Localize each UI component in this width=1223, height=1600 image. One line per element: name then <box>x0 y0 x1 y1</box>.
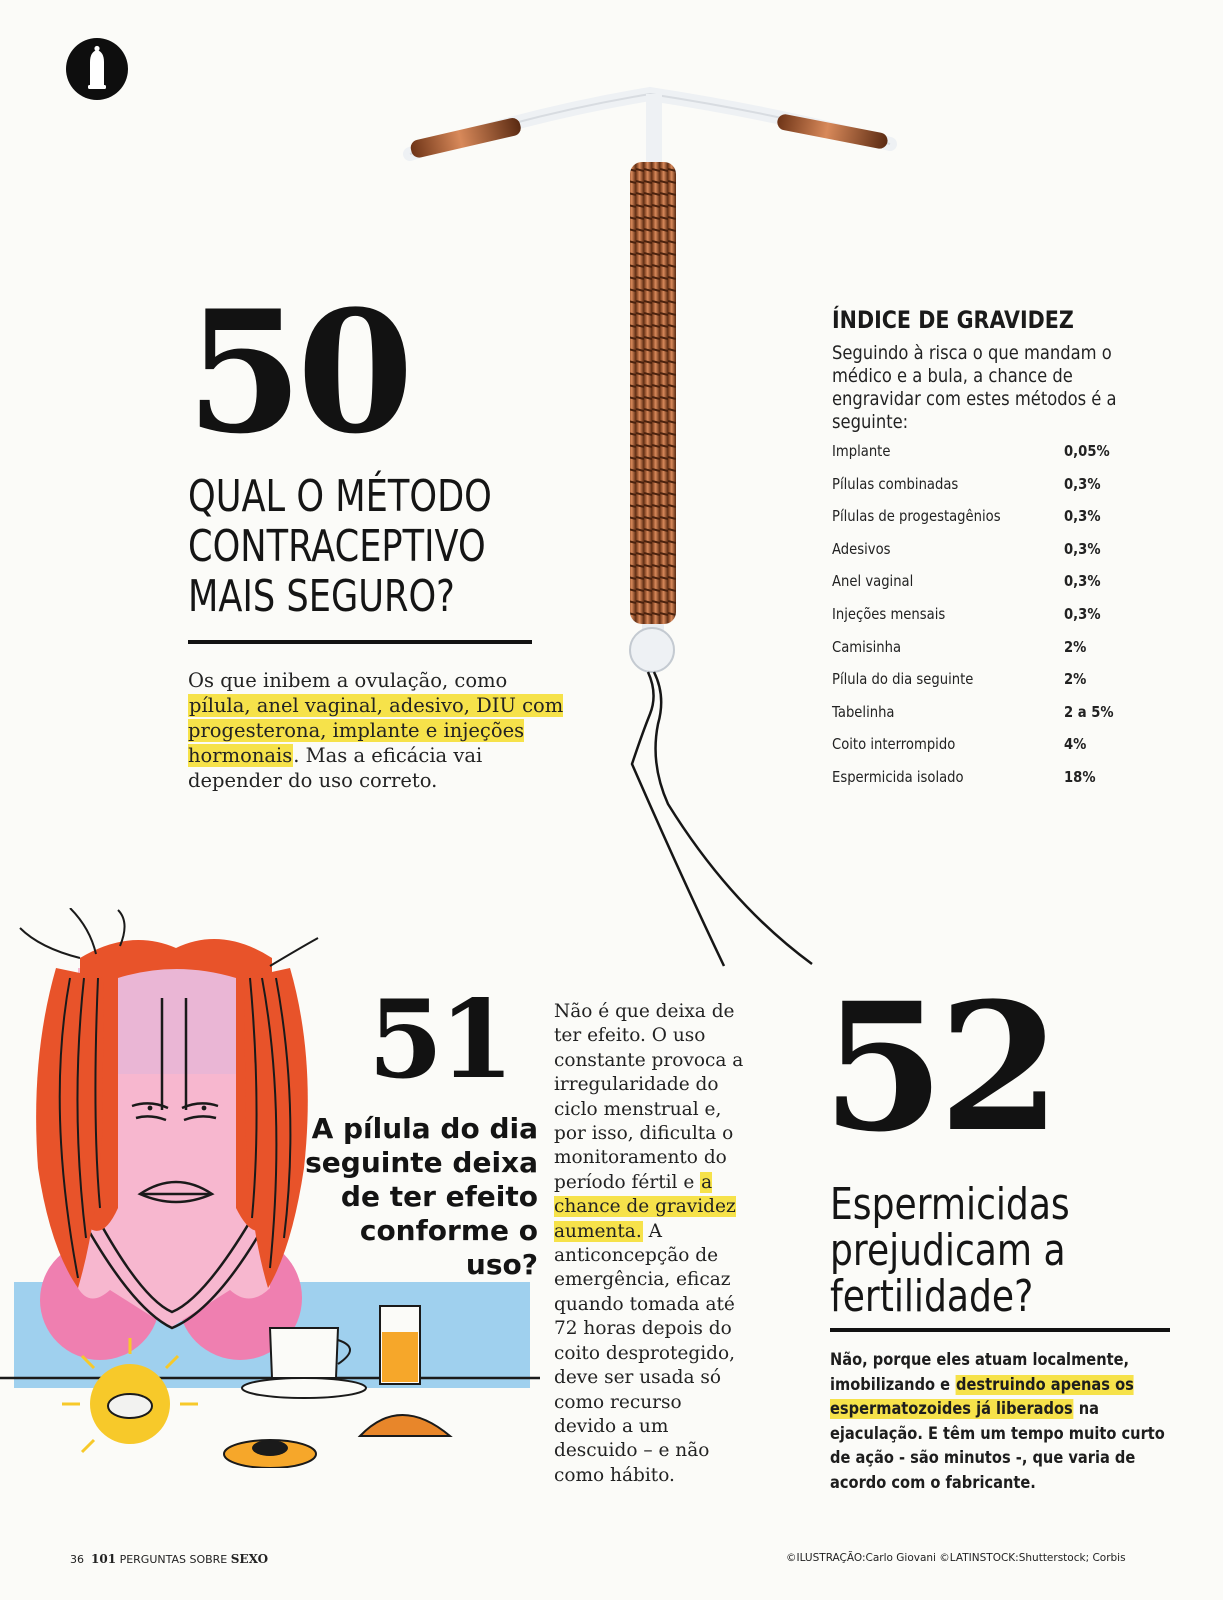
condom-icon <box>66 38 128 100</box>
method-rate: 2% <box>1064 670 1087 689</box>
method-rate: 0,3% <box>1064 572 1101 591</box>
method-name: Injeções mensais <box>832 604 946 623</box>
page-number: 36 <box>70 1553 84 1566</box>
title-line: prejudicam a <box>830 1225 1066 1276</box>
question-51-title <box>290 1112 538 1282</box>
method-rate: 0,3% <box>1064 507 1101 526</box>
magazine-title: PERGUNTAS SOBRE <box>119 1553 228 1566</box>
method-rate: 0,05% <box>1064 442 1110 460</box>
method-name: Pílulas de progestagênios <box>832 507 1001 526</box>
magazine-number: 101 <box>91 1552 117 1566</box>
method-name: Tabelinha <box>832 702 895 721</box>
question-number-51: 51 <box>368 977 511 1103</box>
answer-51-text <box>554 1000 744 1488</box>
method-rate: 2 a 5% <box>1064 702 1114 721</box>
table-row <box>832 473 1132 506</box>
method-rate: 0,3% <box>1064 474 1101 493</box>
method-name: Pílula do dia seguinte <box>832 670 974 689</box>
highlighted-text: a chance de gravidez aumenta. <box>554 1171 736 1242</box>
method-name: Espermicida isolado <box>832 767 964 786</box>
method-rate: 4% <box>1064 735 1087 754</box>
method-name: Pílulas combinadas <box>832 474 959 493</box>
table-row <box>832 570 1132 603</box>
method-name: Adesivos <box>832 539 891 558</box>
table-row <box>832 733 1132 766</box>
magazine-word: SEXO <box>230 1552 269 1566</box>
title-line: seguinte deixa <box>305 1146 538 1179</box>
question-number-52: 52 <box>822 964 1055 1171</box>
title-line: de ter efeito <box>340 1180 538 1213</box>
highlighted-text: destruindo apenas os espermatozoides já liberados <box>830 1374 1134 1420</box>
table-row <box>832 701 1132 734</box>
title-line: QUAL O MÉTODO <box>188 471 492 522</box>
question-52-title <box>830 1179 1109 1322</box>
method-name: Camisinha <box>832 637 902 656</box>
method-name: Anel vaginal <box>832 572 914 591</box>
answer-text: Não é que deixa de ter efeito. O uso constante provoca a irregularidade do ciclo menstrual e, por isso, dificulta o monitoramento do período fértil e <box>554 1001 744 1193</box>
answer-text: na ejaculação. E têm um tempo muito curto de ação - são minutos -, que varia de acordo com o fabricante. <box>830 1399 1165 1493</box>
answer-text: Os que inibem a ovulação, como <box>188 669 508 692</box>
divider <box>830 1328 1170 1332</box>
method-name: Implante <box>832 442 891 460</box>
title-line: Espermicidas <box>830 1179 1070 1230</box>
table-row <box>832 636 1132 669</box>
table-row <box>832 505 1132 538</box>
page-footer <box>70 1552 268 1566</box>
table-row <box>832 766 1132 799</box>
method-rate: 2% <box>1064 637 1087 656</box>
method-rate: 18% <box>1064 767 1096 786</box>
answer-text: Não, porque eles atuam localmente, imobilizando e <box>830 1350 1130 1395</box>
question-number-50: 50 <box>186 273 408 471</box>
title-line: A pílula do dia <box>311 1112 538 1145</box>
method-name: Coito interrompido <box>832 735 956 754</box>
table-row <box>832 668 1132 701</box>
table-row <box>832 538 1132 571</box>
table-intro: Seguindo à risca o que mandam o médico e a bula, a chance de engravidar com estes métodos é a seguinte: <box>832 342 1117 433</box>
photo-credits: ©ILUSTRAÇÃO:Carlo Giovani ©LATINSTOCK:Shutterstock; Corbis <box>786 1552 1126 1564</box>
table-title: ÍNDICE DE GRAVIDEZ <box>832 306 1074 334</box>
pregnancy-index-table <box>832 440 1132 799</box>
answer-text: A anticoncepção de emergência, eficaz quando tomada até 72 horas depois do coito desprotegido, deve ser usada só como recurso devido a um descuido – e não como hábito. <box>554 1220 735 1486</box>
answer-text: . Mas a eficácia vai depender do uso correto. <box>188 744 483 792</box>
table-row <box>832 603 1132 636</box>
title-line: conforme o uso? <box>359 1214 538 1281</box>
method-rate: 0,3% <box>1064 604 1101 623</box>
method-rate: 0,3% <box>1064 539 1101 558</box>
title-line: MAIS SEGURO? <box>188 571 455 622</box>
title-line: fertilidade? <box>830 1271 1034 1322</box>
table-row <box>832 440 1132 473</box>
highlighted-text: pílula, anel vaginal, adesivo, DIU com progesterona, implante e injeções hormonais <box>188 694 564 767</box>
title-line: CONTRACEPTIVO <box>188 521 486 572</box>
answer-52-text <box>830 1348 1174 1496</box>
